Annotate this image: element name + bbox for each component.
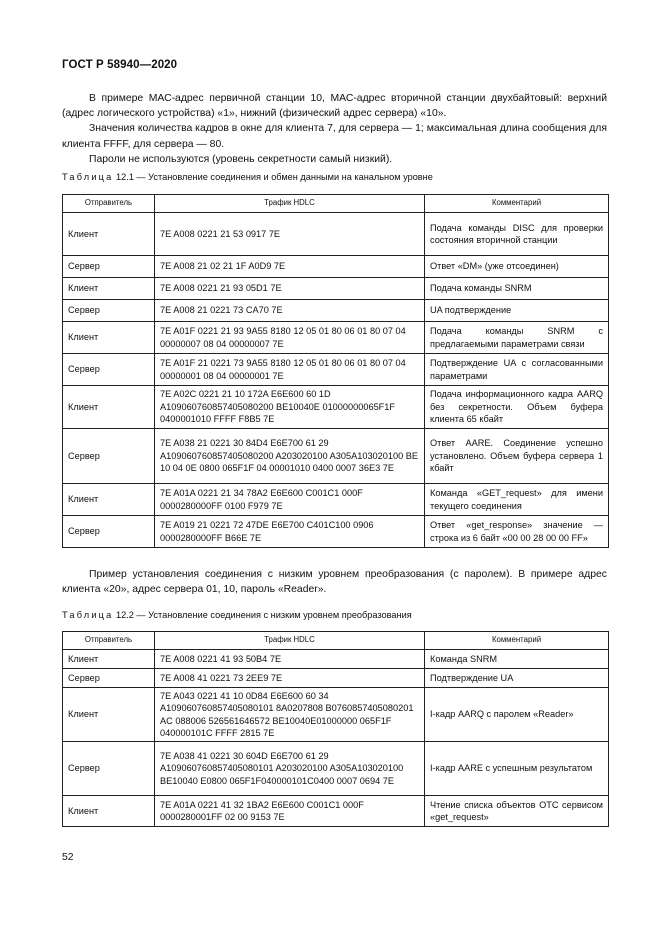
column-header-comment: Комментарий [425, 632, 609, 650]
table2 [62, 631, 609, 827]
table2-caption [62, 610, 412, 620]
cell-comment: I-кадр AARQ с паролем «Reader» [425, 688, 609, 742]
cell-sender: Клиент [63, 386, 155, 429]
cell-sender: Клиент [63, 213, 155, 256]
column-header-traffic: Трафик HDLC [155, 632, 425, 650]
cell-traffic: 7E A008 41 0221 73 2EE9 7E [155, 669, 425, 688]
cell-traffic: 7E A008 0221 21 53 0917 7E [155, 213, 425, 256]
cell-comment: Подача команды SNRM с предлагаемыми параметрами связи [425, 322, 609, 354]
cell-comment: I-кадр AARE с успешным результатом [425, 742, 609, 796]
table-row [63, 354, 609, 386]
cell-comment: Команда SNRM [425, 650, 609, 669]
table-row [63, 429, 609, 484]
cell-sender: Клиент [63, 796, 155, 827]
column-header-comment: Комментарий [425, 195, 609, 213]
column-header-traffic: Трафик HDLC [155, 195, 425, 213]
table2-header-row [63, 632, 609, 650]
table1-caption-prefix: Таблица [62, 172, 114, 182]
table2-caption-text: 12.2 — Установление соединения с низким уровнем преобразования [113, 610, 412, 620]
column-header-sender: Отправитель [63, 195, 155, 213]
cell-comment: Команда «GET_request» для имени текущего соединения [425, 484, 609, 516]
table-row [63, 742, 609, 796]
cell-comment: Подача команды SNRM [425, 278, 609, 300]
cell-traffic: 7E A008 21 0221 73 CA70 7E [155, 300, 425, 322]
table-row [63, 386, 609, 429]
table-row [63, 322, 609, 354]
intro-paragraph: Пароли не используются (уровень секретности самый низкий). [89, 153, 393, 165]
cell-comment: Чтение списка объектов ОТС сервисом «get_request» [425, 796, 609, 827]
intro-paragraph: Значения количества кадров в окне для клиента 7, для сервера — 1; максимальная длина сообщения для клиента FFFF, для сервера — 80. [62, 123, 607, 150]
table1-caption-text: 12.1 — Установление соединения и обмен данными на канальном уровне [113, 172, 433, 182]
cell-sender: Клиент [63, 650, 155, 669]
cell-traffic: 7E A038 21 0221 30 84D4 E6E700 61 29 A109060760857405080200 A203020100 A305A103020100 BE 10 04 0E 0800 065F1F 04 00001010 0400 0007 36E3 7E [155, 429, 425, 484]
cell-comment: Подача информационного кадра AARQ без секретности. Объем буфера клиента 65 кбайт [425, 386, 609, 429]
cell-comment: Ответ «get_response» значение — строка из 6 байт «00 00 28 00 00 FF» [425, 516, 609, 548]
table1 [62, 194, 609, 548]
table-row [63, 516, 609, 548]
cell-sender: Сервер [63, 742, 155, 796]
table-row [63, 300, 609, 322]
intro-text [62, 91, 607, 167]
cell-sender: Клиент [63, 322, 155, 354]
cell-sender: Сервер [63, 429, 155, 484]
table-row [63, 796, 609, 827]
cell-traffic: 7E A019 21 0221 72 47DE E6E700 C401C100 0906 0000280000FF B66E 7E [155, 516, 425, 548]
cell-traffic: 7E A01A 0221 21 34 78A2 E6E600 C001C1 000F 0000280000FF 0100 F979 7E [155, 484, 425, 516]
cell-traffic: 7E A01F 0221 21 93 9A55 8180 12 05 01 80 06 01 80 07 04 00000007 08 04 00000007 7E [155, 322, 425, 354]
cell-traffic: 7E A043 0221 41 10 0D84 E6E600 60 34 A109060760857405080101 8A0207808 B0760857405080201 AC 088006 526561646572 BE10040E01000000 065F1F 040000101C FFFF 2815 7E [155, 688, 425, 742]
cell-traffic: 7E A038 41 0221 30 604D E6E700 61 29 A109060760857405080101 A203020100 A305A103020100 BE10040 E0800 065F1F040000101C0400 0007 0694 7E [155, 742, 425, 796]
cell-traffic: 7E A008 21 02 21 1F A0D9 7E [155, 256, 425, 278]
cell-comment: Подтверждение UA [425, 669, 609, 688]
table-row [63, 650, 609, 669]
cell-traffic: 7E A01F 21 0221 73 9A55 8180 12 05 01 80 06 01 80 07 04 00000001 08 04 00000001 7E [155, 354, 425, 386]
table-row [63, 688, 609, 742]
cell-sender: Сервер [63, 256, 155, 278]
table-row [63, 278, 609, 300]
table-row [63, 256, 609, 278]
cell-comment: Ответ «DM» (уже отсоединен) [425, 256, 609, 278]
table-row [63, 669, 609, 688]
page-number: 52 [62, 852, 74, 863]
column-header-sender: Отправитель [63, 632, 155, 650]
table-row [63, 213, 609, 256]
cell-comment: UA подтверждение [425, 300, 609, 322]
cell-sender: Клиент [63, 688, 155, 742]
cell-comment: Подача команды DISC для проверки состояния вторичной станции [425, 213, 609, 256]
table1-header-row [63, 195, 609, 213]
cell-comment: Ответ AARE. Соединение успешно установлено. Объем буфера сервера 1 кбайт [425, 429, 609, 484]
example-paragraph: Пример установления соединения с низким уровнем преобразования (с паролем). В примере адрес клиента «20», адрес сервера 01, 10, пароль «Reader». [62, 569, 607, 596]
document-header: ГОСТ Р 58940—2020 [62, 59, 178, 71]
cell-sender: Клиент [63, 278, 155, 300]
table1-caption [62, 172, 433, 182]
cell-sender: Сервер [63, 354, 155, 386]
cell-traffic: 7E A01A 0221 41 32 1BA2 E6E600 C001C1 000F 0000280001FF 02 00 9153 7E [155, 796, 425, 827]
cell-sender: Клиент [63, 484, 155, 516]
cell-comment: Подтверждение UA с согласованными параметрами [425, 354, 609, 386]
cell-traffic: 7E A02C 0221 21 10 172A E6E600 60 1D A109060760857405080200 BE10040E 01000000065F1F 0400001010 FFFF F8B5 7E [155, 386, 425, 429]
intro-paragraph: В примере МАС-адрес первичной станции 10, МАС-адрес вторичной станции двухбайтовый: верхний (адрес логического устройства) «1», нижний (физический адрес сервера) «10». [62, 93, 607, 120]
table2-caption-prefix: Таблица [62, 610, 114, 620]
cell-traffic: 7E A008 0221 41 93 50B4 7E [155, 650, 425, 669]
cell-sender: Сервер [63, 669, 155, 688]
cell-traffic: 7E A008 0221 21 93 05D1 7E [155, 278, 425, 300]
example-text [62, 567, 607, 597]
cell-sender: Сервер [63, 516, 155, 548]
cell-sender: Сервер [63, 300, 155, 322]
table-row [63, 484, 609, 516]
